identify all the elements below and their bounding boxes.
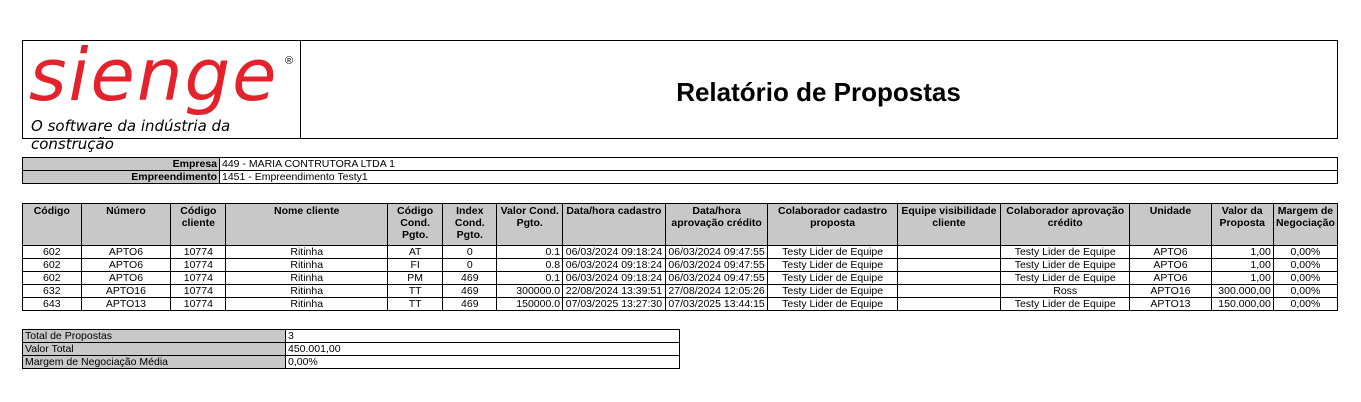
table-cell: Ritinha	[226, 285, 388, 298]
summary-label: Margem de Negociação Média	[23, 356, 286, 369]
table-cell: Testy Lider de Equipe	[1001, 259, 1130, 272]
column-header: Valor Cond. Pgto.	[497, 204, 563, 246]
table-cell	[897, 246, 1000, 259]
column-header: Data/hora cadastro	[563, 204, 666, 246]
logo-tagline: O software da indústria da construção	[31, 117, 231, 153]
table-row	[23, 272, 1338, 285]
table-cell: Testy Lider de Equipe	[768, 298, 897, 311]
table-cell: AT	[388, 246, 443, 259]
table-cell: 469	[443, 285, 497, 298]
report-title: Relatório de Propostas	[676, 77, 961, 107]
empreendimento-label: Empreendimento	[23, 171, 220, 184]
table-cell: 300000.0	[497, 285, 563, 298]
empreendimento-value: 1451 - Empreendimento Testy1	[220, 171, 1338, 184]
table-cell: 150000.0	[497, 298, 563, 311]
column-header: Valor da Proposta	[1211, 204, 1273, 246]
sienge-logo	[23, 33, 301, 153]
table-cell: 0.8	[497, 259, 563, 272]
table-row	[23, 246, 1338, 259]
report-header	[22, 33, 1338, 153]
table-cell: Testy Lider de Equipe	[768, 285, 897, 298]
table-cell: 1,00	[1211, 272, 1273, 285]
column-header: Margem de Negociação	[1273, 204, 1337, 246]
table-cell: 150.000,00	[1211, 298, 1273, 311]
table-cell: 06/03/2024 09:18:24	[563, 246, 666, 259]
table-cell: Ritinha	[226, 259, 388, 272]
registered-mark: ®	[285, 55, 294, 67]
table-cell: 0,00%	[1273, 298, 1337, 311]
empresa-value: 449 - MARIA CONTRUTORA LTDA 1	[220, 158, 1338, 171]
table-cell: Ross	[1001, 285, 1130, 298]
table-cell: Ritinha	[226, 272, 388, 285]
table-cell: APTO6	[1130, 246, 1211, 259]
summary-label: Valor Total	[23, 343, 286, 356]
column-header: Colaborador aprovação crédito	[1001, 204, 1130, 246]
table-cell: 10774	[171, 272, 226, 285]
table-row	[23, 298, 1338, 311]
table-cell: 22/08/2024 13:39:51	[563, 285, 666, 298]
column-header: Equipe visibilidade cliente	[897, 204, 1000, 246]
summary-row	[23, 343, 680, 356]
table-cell: 07/03/2025 13:44:15	[665, 298, 768, 311]
table-cell: 10774	[171, 259, 226, 272]
column-header: Número	[81, 204, 171, 246]
summary-value: 0,00%	[286, 356, 680, 369]
table-cell: 1,00	[1211, 246, 1273, 259]
column-header: Index Cond. Pgto.	[443, 204, 497, 246]
column-header: Data/hora aprovação crédito	[665, 204, 768, 246]
empresa-row	[23, 158, 1338, 171]
table-cell	[897, 272, 1000, 285]
table-cell: APTO6	[81, 272, 171, 285]
table-cell: 0,00%	[1273, 246, 1337, 259]
table-cell: 10774	[171, 285, 226, 298]
table-cell: 06/03/2024 09:18:24	[563, 272, 666, 285]
table-cell: 469	[443, 298, 497, 311]
table-cell: APTO16	[1130, 285, 1211, 298]
table-cell	[897, 259, 1000, 272]
table-cell: 0.1	[497, 272, 563, 285]
table-cell: 602	[23, 272, 82, 285]
empresa-label: Empresa	[23, 158, 220, 171]
summary-label: Total de Propostas	[23, 330, 286, 343]
table-cell: Ritinha	[226, 298, 388, 311]
table-cell: 10774	[171, 246, 226, 259]
table-cell: 10774	[171, 298, 226, 311]
table-cell: 602	[23, 246, 82, 259]
table-cell: 27/08/2024 12:05:26	[665, 285, 768, 298]
summary-value: 450.001,00	[286, 343, 680, 356]
proposals-table	[22, 203, 1338, 311]
column-header: Colaborador cadastro proposta	[768, 204, 897, 246]
table-cell: APTO13	[81, 298, 171, 311]
table-cell: APTO6	[1130, 259, 1211, 272]
summary-table	[22, 329, 680, 369]
table-cell: 0	[443, 259, 497, 272]
table-cell: APTO16	[81, 285, 171, 298]
table-cell: Testy Lider de Equipe	[768, 272, 897, 285]
table-cell: 06/03/2024 09:47:55	[665, 259, 768, 272]
table-cell: 602	[23, 259, 82, 272]
column-header: Código	[23, 204, 82, 246]
table-row	[23, 285, 1338, 298]
table-cell: FI	[388, 259, 443, 272]
table-cell: TT	[388, 298, 443, 311]
empreendimento-row	[23, 171, 1338, 184]
table-cell: 0,00%	[1273, 285, 1337, 298]
table-cell: Testy Lider de Equipe	[1001, 272, 1130, 285]
column-header: Código cliente	[171, 204, 226, 246]
table-cell: 0	[443, 246, 497, 259]
summary-row	[23, 356, 680, 369]
table-cell: 632	[23, 285, 82, 298]
table-cell	[897, 298, 1000, 311]
table-cell: 06/03/2024 09:47:55	[665, 246, 768, 259]
table-cell: 1,00	[1211, 259, 1273, 272]
table-cell: 0,00%	[1273, 259, 1337, 272]
summary-row	[23, 330, 680, 343]
table-cell: 469	[443, 272, 497, 285]
table-row	[23, 259, 1338, 272]
table-cell: APTO13	[1130, 298, 1211, 311]
logo-wordmark: sienge	[29, 33, 279, 117]
table-cell: 643	[23, 298, 82, 311]
column-header: Unidade	[1130, 204, 1211, 246]
table-cell: 06/03/2024 09:47:55	[665, 272, 768, 285]
table-cell: Testy Lider de Equipe	[1001, 298, 1130, 311]
table-header-row	[23, 204, 1338, 246]
table-cell: Testy Lider de Equipe	[1001, 246, 1130, 259]
table-cell: 0.1	[497, 246, 563, 259]
table-cell: 07/03/2025 13:27:30	[563, 298, 666, 311]
table-cell: Testy Lider de Equipe	[768, 246, 897, 259]
table-cell: APTO6	[81, 259, 171, 272]
table-cell: APTO6	[81, 246, 171, 259]
company-info-table	[22, 157, 1338, 184]
table-cell: 06/03/2024 09:18:24	[563, 259, 666, 272]
summary-value: 3	[286, 330, 680, 343]
table-cell: Ritinha	[226, 246, 388, 259]
table-cell: TT	[388, 285, 443, 298]
column-header: Código Cond. Pgto.	[388, 204, 443, 246]
column-header: Nome cliente	[226, 204, 388, 246]
table-cell: APTO6	[1130, 272, 1211, 285]
table-cell: PM	[388, 272, 443, 285]
table-cell: 300.000,00	[1211, 285, 1273, 298]
table-cell: 0,00%	[1273, 272, 1337, 285]
table-cell	[897, 285, 1000, 298]
table-cell: Testy Lider de Equipe	[768, 259, 897, 272]
